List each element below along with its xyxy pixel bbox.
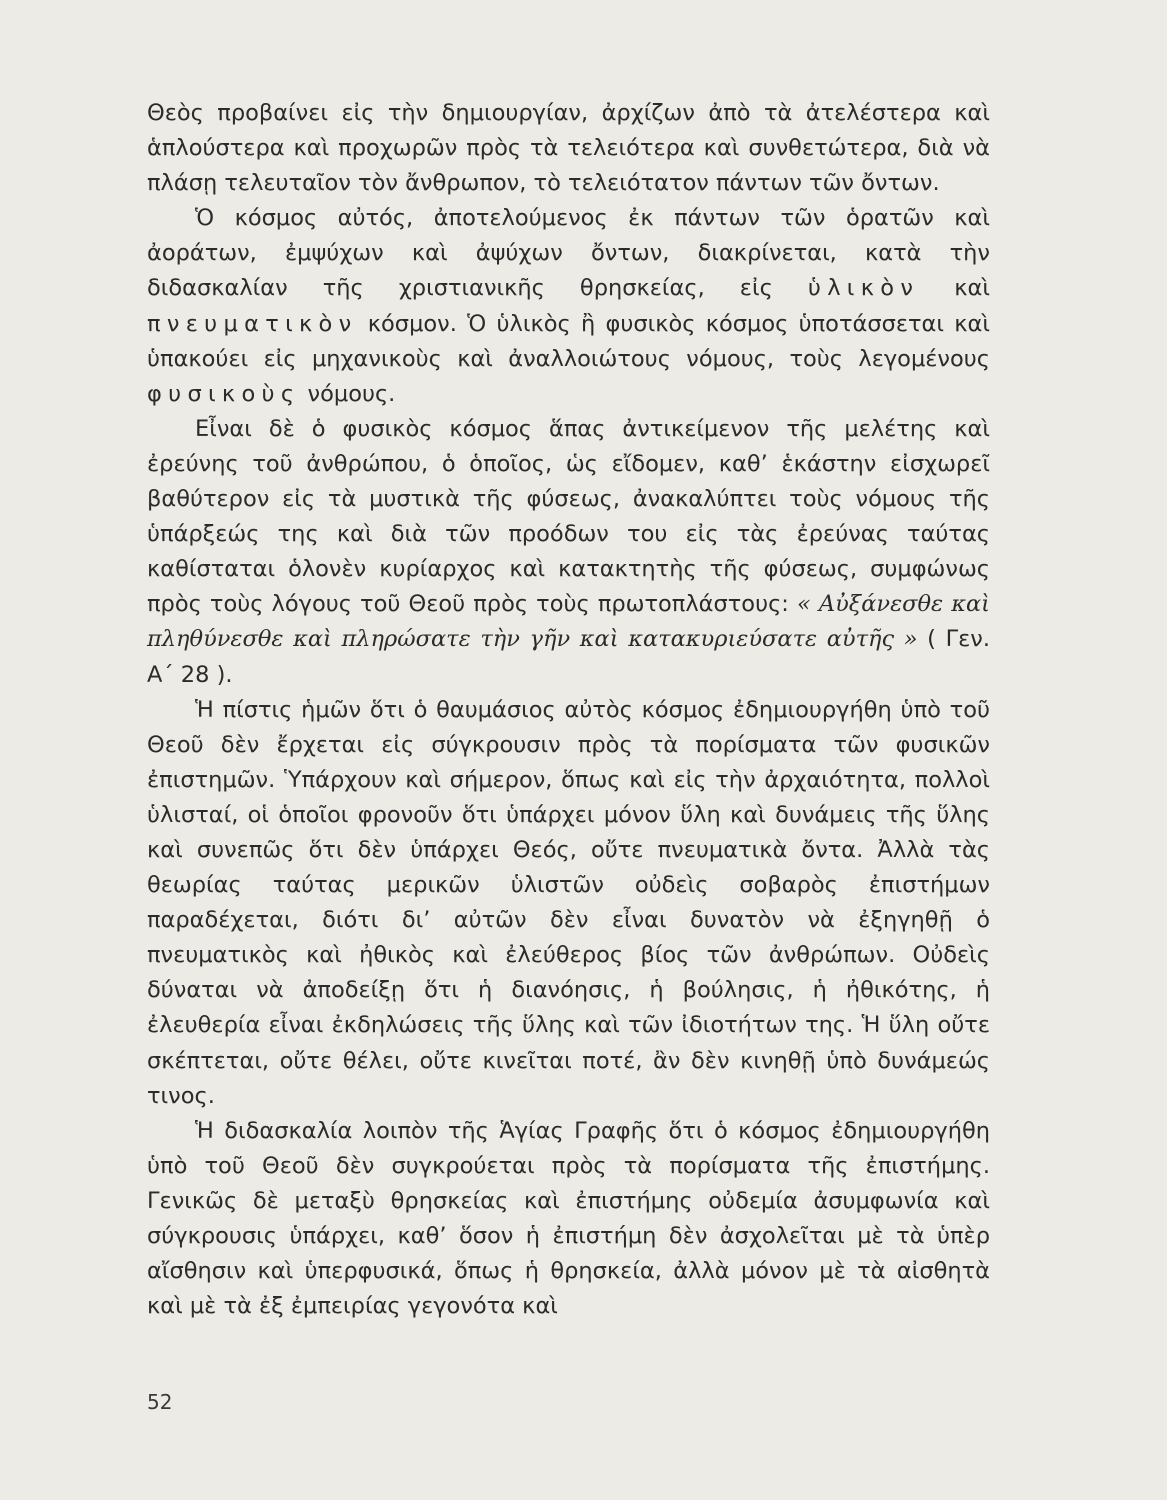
paragraph-3: [147, 412, 990, 693]
scripture-reference: ( Γεν. Α΄ 28 ).: [147, 626, 990, 688]
paragraph-4: Ἡ πίστις ἡμῶν ὅτι ὁ θαυμάσιος αὐτὸς κόσμος ἐδημιουργήθη ὑπὸ τοῦ Θεοῦ δὲν ἔρχεται εἰς σύγκρουσιν πρὸς τὰ πορίσματα τῶν φυσικῶν ἐπιστημῶν. Ὑπάρχουν καὶ σήμερον, ὅπως καὶ εἰς τὴν ἀρχαιότητα, πολλοὶ ὑλισταί, οἱ ὁποῖοι φρονοῦν ὅτι ὑπάρχει μόνον ὕλη καὶ δυνάμεις τῆς ὕλης καὶ συνεπῶς ὅτι δὲν ὑπάρχει Θεός, οὔτε πνευματικὰ ὄντα. Ἀλλὰ τὰς θεωρίας ταύτας μερικῶν ὑλιστῶν οὐδεὶς σοβαρὸς ἐπιστήμων παραδέχεται, διότι δι’ αὐτῶν δὲν εἶναι δυνατὸν νὰ ἐξηγηθῇ ὁ πνευματικὸς καὶ ἠθικὸς καὶ ἐλεύθερος βίος τῶν ἀνθρώπων. Οὐδεὶς δύναται νὰ ἀποδείξῃ ὅτι ἡ διανόησις, ἡ βούλησις, ἡ ἠθικότης, ἡ ἐλευθερία εἶναι ἐκδηλώσεις τῆς ὕλης καὶ τῶν ἰδιοτήτων της. Ἡ ὕλη οὔτε σκέπτεται, οὔτε θέλει, οὔτε κινεῖται ποτέ, ἂν δὲν κινηθῇ ὑπὸ δυνάμεώς τινος.: [147, 696, 990, 1109]
body-text: [147, 96, 990, 1324]
paragraph-5: Ἡ διδασκαλία λοιπὸν τῆς Ἁγίας Γραφῆς ὅτι ὁ κόσμος ἐδημιουργήθη ὑπὸ τοῦ Θεοῦ δὲν συγκρούεται πρὸς τὰ πορίσματα τῆς ἐπιστήμης. Γενικῶς δὲ μεταξὺ θρησκείας καὶ ἐπιστήμης οὐδεμία ἀσυμφωνία καὶ σύγκρουσις ὑπάρχει, καθ’ ὅσον ἡ ἐπιστήμη δὲν ἀσχολεῖται μὲ τὰ ὑπὲρ αἴσθησιν καὶ ὑπερφυσικά, ὅπως ἡ θρησκεία, ἀλλὰ μόνον μὲ τὰ αἰσθητὰ καὶ μὲ τὰ ἐξ ἐμπειρίας γεγονότα καὶ: [147, 1117, 990, 1320]
paragraph-2-text-g: νόμους.: [307, 380, 396, 407]
paragraph-2-text-c: καὶ: [954, 275, 991, 302]
term-material: ὑλικὸν: [807, 275, 920, 302]
paragraph-2: [147, 201, 990, 412]
paragraph-3-text: Εἶναι δὲ ὁ φυσικὸς κόσμος ἅπας ἀντικείμενον τῆς μελέτης καὶ ἐρεύνης τοῦ ἀνθρώπου, ὁ ὁποῖος, ὡς εἴδομεν, καθ’ ἑκάστην εἰσχωρεῖ βαθύτερον εἰς τὰ μυστικὰ τῆς φύσεως, ἀνακαλύπτει τοὺς νόμους τῆς ὑπάρξεώς της καὶ διὰ τῶν προόδων του εἰς τὰς ἐρεύνας ταύτας καθίσταται ὁλονὲν κυρίαρχος καὶ κατακτητὴς τῆς φύσεως, συμφώνως πρὸς τοὺς λόγους τοῦ Θεοῦ πρὸς τοὺς πρωτοπλάστους:: [147, 415, 990, 618]
paragraph-2-text-a: Ὁ κόσμος αὐτός, ἀποτελούμενος ἐκ πάντων τῶν ὁρατῶν καὶ ἀοράτων, ἐμψύχων καὶ ἀψύχων ὄντων, διακρίνεται, κατὰ τὴν διδασκαλίαν τῆς χριστιανικῆς θρησκείας, εἰς: [147, 205, 990, 302]
scripture-quote: « Αὐξάνεσθε καὶ πληθύνεσθε καὶ πληρώσατε τὴν γῆν καὶ κατακυριεύσατε αὐτῆς »: [147, 591, 991, 653]
term-physical: φυσικοὺς: [147, 380, 301, 407]
paragraph-1: Θεὸς προβαίνει εἰς τὴν δημιουργίαν, ἀρχίζων ἀπὸ τὰ ἀτελέστερα καὶ ἁπλούστερα καὶ προχωρῶν πρὸς τὰ τελειότερα καὶ συνθετώτερα, διὰ νὰ πλάσῃ τελευταῖον τὸν ἄνθρωπον, τὸ τελειότατον πάντων τῶν ὄντων.: [147, 100, 990, 197]
paragraph-2-text-e: κόσμον. Ὁ ὑλικὸς ἢ φυσικὸς κόσμος ὑποτάσσεται καὶ ὑπακούει εἰς μηχανικοὺς καὶ ἀναλλοιώτους νόμους, τοὺς λεγομένους: [147, 310, 990, 372]
term-spiritual: πνευματικὸν: [147, 310, 358, 337]
page-number: 52: [147, 1390, 173, 1414]
